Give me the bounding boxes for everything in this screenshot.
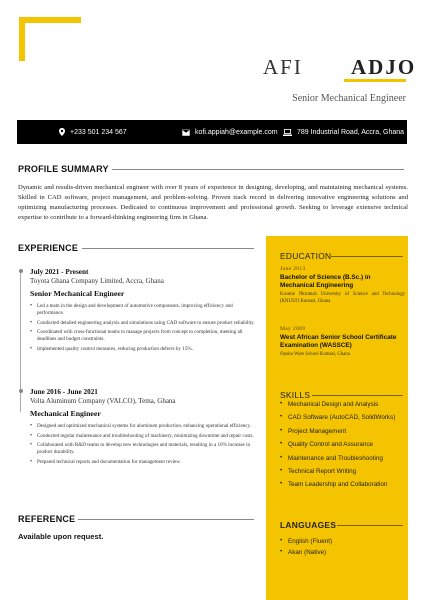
job-bullet: • Conducted detailed engineering analysis and simulations using CAD software to ensure product reliability. xyxy=(30,320,255,327)
job-bullets xyxy=(30,423,255,466)
skill-item: • Project Management xyxy=(280,428,395,435)
job-title: Senior Mechanical Engineer xyxy=(292,93,406,104)
job-company: Volta Aluminum Company (VALCO), Tema, Ghana xyxy=(30,397,176,405)
profile-summary-heading: PROFILE SUMMARY xyxy=(18,164,109,174)
contact-address[interactable] xyxy=(283,129,404,136)
job-company: Toyota Ghana Company Limited, Accra, Ghana xyxy=(30,277,164,285)
education-date: May 2009 xyxy=(280,326,306,332)
skill-item: • Technical Report Writing xyxy=(280,468,395,475)
laptop-icon xyxy=(283,129,292,136)
first-name: AFI xyxy=(263,55,303,79)
job-bullet: • Prepared technical reports and documentation for management review. xyxy=(30,459,255,466)
reference-divider xyxy=(78,519,254,520)
job-bullet: • Coordinated with cross-functional teams to manage projects from concept to completion, meeting all deadlines and budget constraints. xyxy=(30,329,255,343)
education-item xyxy=(280,326,405,359)
skills-list xyxy=(280,401,395,495)
location-pin-icon xyxy=(59,128,65,136)
language-item: • English (Fluent) xyxy=(280,538,332,545)
contact-email[interactable] xyxy=(182,129,278,136)
job-bullet: • Conducted regular maintenance and troubleshooting of machinery, minimizing downtime and repair costs. xyxy=(30,433,255,440)
contact-bar xyxy=(17,120,407,144)
job-bullet: • Led a team in the design and development of automotive components, improving efficiency and performance. xyxy=(30,303,255,317)
job-dates: July 2021 - Present xyxy=(30,268,89,276)
education-item xyxy=(280,266,405,306)
languages-heading: LANGUAGES xyxy=(280,520,337,530)
experience-divider xyxy=(82,248,254,249)
reference-text: Available upon request. xyxy=(18,532,104,541)
education-divider xyxy=(331,256,403,257)
education-school: Kwame Nkrumah University of Science and Technology (KNUST) Kumasi, Ghana xyxy=(280,292,405,304)
skill-item: • Maintenance and Troubleshooting xyxy=(280,455,395,462)
education-date: June 2013 xyxy=(280,266,306,272)
email-text: kofi.appiah@example.com xyxy=(195,128,278,136)
name-underline xyxy=(344,79,406,82)
email-icon xyxy=(182,129,190,136)
skills-divider xyxy=(312,395,403,396)
job-dates: June 2016 - June 2021 xyxy=(30,388,98,396)
profile-summary-text: Dynamic and results-driven mechanical engineer with over 8 years of experience in designing, developing, and maintaining mechanical systems. Skilled in CAD software, project management, and problem-solving. Proven track record in delivering innovative engineering solutions and optimizing manufacturing processes. Dedicated to continuous improvement and professional growth. Seeking to leverage extensive technical expertise to contribute to a forward-thinking engineering firm in Ghana. xyxy=(18,184,408,222)
corner-accent-horizontal xyxy=(19,17,81,23)
reference-heading: REFERENCE xyxy=(18,514,76,524)
job-bullet: • Collaborated with R&D teams to develop new technologies and materials, resulting in a 10% increase in product durability. xyxy=(30,442,255,456)
timeline-dot xyxy=(19,269,23,273)
skills-heading: SKILLS xyxy=(280,390,311,400)
corner-accent-vertical xyxy=(19,17,25,61)
skill-item: • Mechanical Design and Analysis xyxy=(280,401,395,408)
skill-item: • CAD Software (AutoCAD, SolidWorks) xyxy=(280,414,395,421)
phone-text: +233 501 234 567 xyxy=(70,128,127,136)
timeline-dot xyxy=(19,389,23,393)
education-degree: West African Senior School Certificate Examination (WASSCE) xyxy=(280,334,397,350)
education-heading: EDUCATION xyxy=(280,251,332,261)
address-text: 789 Industrial Road, Accra, Ghana xyxy=(297,128,405,136)
contact-phone[interactable] xyxy=(59,128,127,136)
skill-item: • Quality Control and Assurance xyxy=(280,441,395,448)
last-name: ADJO xyxy=(351,55,417,79)
education-school: Opoku Ware School Kumasi, Ghana xyxy=(280,352,350,358)
languages-list xyxy=(280,538,332,559)
experience-heading: EXPERIENCE xyxy=(18,243,79,253)
languages-divider xyxy=(337,525,403,526)
education-degree: Bachelor of Science (B.Sc.) in Mechanical Engineering xyxy=(280,274,371,290)
language-item: • Akan (Native) xyxy=(280,549,332,556)
job-role: Senior Mechanical Engineer xyxy=(30,289,125,298)
job-entry xyxy=(30,268,255,356)
skill-item: • Team Leadership and Collaboration xyxy=(280,481,395,488)
job-entry xyxy=(30,388,255,468)
job-bullet: • Designed and optimized mechanical systems for aluminum production, enhancing operational efficiency. xyxy=(30,423,255,430)
job-bullet: • Implemented quality control measures, reducing production defects by 15%. xyxy=(30,346,255,353)
job-role: Mechanical Engineer xyxy=(30,409,101,418)
summary-divider xyxy=(112,169,404,170)
job-bullets xyxy=(30,303,255,353)
